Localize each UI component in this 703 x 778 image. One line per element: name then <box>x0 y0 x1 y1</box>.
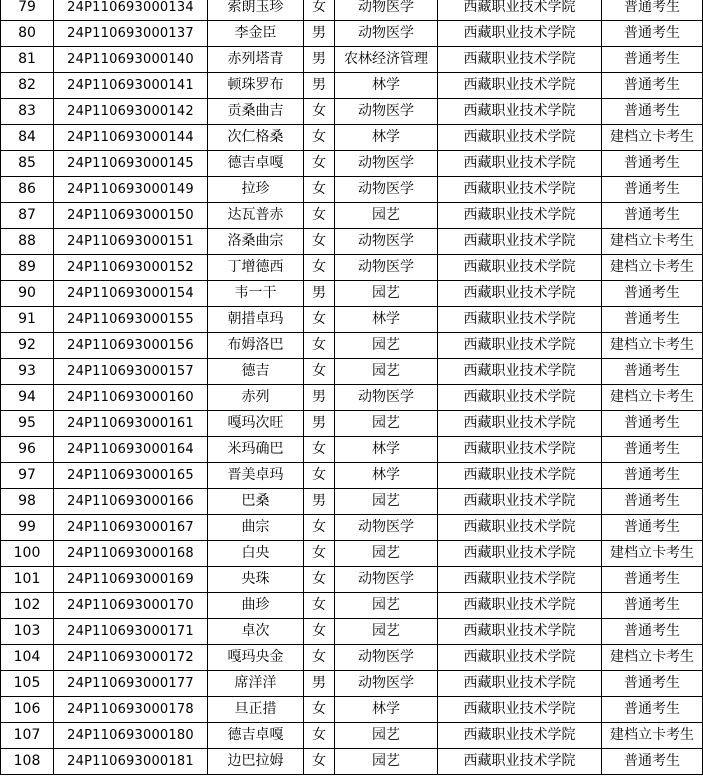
row-number-cell: 106 <box>1 697 54 723</box>
table-row <box>1 671 703 697</box>
school-name-cell: 西藏职业技术学院 <box>438 515 602 541</box>
major-cell: 动物医学 <box>335 255 438 281</box>
row-number-cell: 86 <box>1 177 54 203</box>
row-number-cell: 105 <box>1 671 54 697</box>
candidate-id-cell: 24P110693000137 <box>54 21 208 47</box>
gender-cell: 女 <box>304 749 335 775</box>
gender-cell: 女 <box>304 437 335 463</box>
major-cell: 林学 <box>335 463 438 489</box>
gender-cell: 男 <box>304 489 335 515</box>
gender-cell: 女 <box>304 307 335 333</box>
candidate-type-cell: 普通考生 <box>602 437 703 463</box>
table-row <box>1 281 703 307</box>
table-row <box>1 385 703 411</box>
candidate-id-cell: 24P110693000144 <box>54 125 208 151</box>
candidate-type-cell: 建档立卡考生 <box>602 255 703 281</box>
candidate-id-cell: 24P110693000168 <box>54 541 208 567</box>
school-name-cell: 西藏职业技术学院 <box>438 99 602 125</box>
student-name-cell: 巴桑 <box>208 489 304 515</box>
table-row <box>1 203 703 229</box>
candidate-type-cell: 建档立卡考生 <box>602 333 703 359</box>
row-number-cell: 102 <box>1 593 54 619</box>
candidate-id-cell: 24P110693000164 <box>54 437 208 463</box>
student-name-cell: 嘎玛央金 <box>208 645 304 671</box>
candidate-id-cell: 24P110693000171 <box>54 619 208 645</box>
table-row <box>1 99 703 125</box>
gender-cell: 女 <box>304 125 335 151</box>
row-number-cell: 103 <box>1 619 54 645</box>
gender-cell: 女 <box>304 567 335 593</box>
candidate-type-cell: 普通考生 <box>602 0 703 21</box>
table-row <box>1 411 703 437</box>
table-row <box>1 73 703 99</box>
candidate-type-cell: 普通考生 <box>602 307 703 333</box>
row-number-cell: 98 <box>1 489 54 515</box>
major-cell: 动物医学 <box>335 177 438 203</box>
student-name-cell: 德吉卓嘎 <box>208 151 304 177</box>
student-name-cell: 德吉卓嘎 <box>208 723 304 749</box>
gender-cell: 女 <box>304 0 335 21</box>
major-cell: 林学 <box>335 697 438 723</box>
table-row <box>1 567 703 593</box>
school-name-cell: 西藏职业技术学院 <box>438 541 602 567</box>
gender-cell: 女 <box>304 151 335 177</box>
table-row <box>1 359 703 385</box>
major-cell: 动物医学 <box>335 99 438 125</box>
student-name-cell: 赤列 <box>208 385 304 411</box>
candidate-id-cell: 24P110693000155 <box>54 307 208 333</box>
gender-cell: 男 <box>304 281 335 307</box>
major-cell: 动物医学 <box>335 0 438 21</box>
school-name-cell: 西藏职业技术学院 <box>438 411 602 437</box>
candidate-type-cell: 普通考生 <box>602 697 703 723</box>
candidate-id-cell: 24P110693000161 <box>54 411 208 437</box>
major-cell: 动物医学 <box>335 151 438 177</box>
school-name-cell: 西藏职业技术学院 <box>438 645 602 671</box>
school-name-cell: 西藏职业技术学院 <box>438 749 602 775</box>
gender-cell: 男 <box>304 21 335 47</box>
row-number-cell: 89 <box>1 255 54 281</box>
student-name-cell: 布姆洛巴 <box>208 333 304 359</box>
school-name-cell: 西藏职业技术学院 <box>438 151 602 177</box>
table-row <box>1 229 703 255</box>
school-name-cell: 西藏职业技术学院 <box>438 177 602 203</box>
table-row <box>1 723 703 749</box>
gender-cell: 女 <box>304 723 335 749</box>
student-name-cell: 次仁格桑 <box>208 125 304 151</box>
major-cell: 园艺 <box>335 541 438 567</box>
row-number-cell: 79 <box>1 0 54 21</box>
candidate-id-cell: 24P110693000177 <box>54 671 208 697</box>
candidate-id-cell: 24P110693000160 <box>54 385 208 411</box>
table-row <box>1 697 703 723</box>
table-row <box>1 0 703 21</box>
gender-cell: 女 <box>304 515 335 541</box>
table-row <box>1 125 703 151</box>
table-row <box>1 489 703 515</box>
table-row <box>1 645 703 671</box>
student-name-cell: 白央 <box>208 541 304 567</box>
major-cell: 园艺 <box>335 411 438 437</box>
row-number-cell: 107 <box>1 723 54 749</box>
row-number-cell: 95 <box>1 411 54 437</box>
candidate-id-cell: 24P110693000134 <box>54 0 208 21</box>
candidate-type-cell: 普通考生 <box>602 671 703 697</box>
school-name-cell: 西藏职业技术学院 <box>438 125 602 151</box>
student-name-cell: 卓次 <box>208 619 304 645</box>
table-row <box>1 333 703 359</box>
major-cell: 园艺 <box>335 333 438 359</box>
major-cell: 动物医学 <box>335 385 438 411</box>
candidate-type-cell: 普通考生 <box>602 73 703 99</box>
candidate-type-cell: 普通考生 <box>602 593 703 619</box>
school-name-cell: 西藏职业技术学院 <box>438 567 602 593</box>
school-name-cell: 西藏职业技术学院 <box>438 255 602 281</box>
row-number-cell: 80 <box>1 21 54 47</box>
gender-cell: 女 <box>304 593 335 619</box>
candidate-type-cell: 普通考生 <box>602 515 703 541</box>
candidate-type-cell: 普通考生 <box>602 151 703 177</box>
candidate-type-cell: 建档立卡考生 <box>602 125 703 151</box>
candidate-id-cell: 24P110693000167 <box>54 515 208 541</box>
student-name-cell: 边巴拉姆 <box>208 749 304 775</box>
table-row <box>1 255 703 281</box>
candidate-id-cell: 24P110693000166 <box>54 489 208 515</box>
student-name-cell: 曲珍 <box>208 593 304 619</box>
candidate-type-cell: 普通考生 <box>602 99 703 125</box>
school-name-cell: 西藏职业技术学院 <box>438 229 602 255</box>
row-number-cell: 84 <box>1 125 54 151</box>
row-number-cell: 94 <box>1 385 54 411</box>
school-name-cell: 西藏职业技术学院 <box>438 593 602 619</box>
major-cell: 园艺 <box>335 203 438 229</box>
student-name-cell: 韦一干 <box>208 281 304 307</box>
student-name-cell: 贡桑曲吉 <box>208 99 304 125</box>
row-number-cell: 100 <box>1 541 54 567</box>
candidate-type-cell: 普通考生 <box>602 489 703 515</box>
candidate-id-cell: 24P110693000180 <box>54 723 208 749</box>
table-row <box>1 463 703 489</box>
major-cell: 林学 <box>335 125 438 151</box>
school-name-cell: 西藏职业技术学院 <box>438 281 602 307</box>
school-name-cell: 西藏职业技术学院 <box>438 203 602 229</box>
row-number-cell: 92 <box>1 333 54 359</box>
student-name-cell: 顿珠罗布 <box>208 73 304 99</box>
table-row <box>1 541 703 567</box>
student-name-cell: 洛桑曲宗 <box>208 229 304 255</box>
candidate-type-cell: 建档立卡考生 <box>602 541 703 567</box>
candidate-id-cell: 24P110693000169 <box>54 567 208 593</box>
table-row <box>1 515 703 541</box>
school-name-cell: 西藏职业技术学院 <box>438 489 602 515</box>
row-number-cell: 85 <box>1 151 54 177</box>
major-cell: 农林经济管理 <box>335 47 438 73</box>
table-row <box>1 151 703 177</box>
row-number-cell: 93 <box>1 359 54 385</box>
school-name-cell: 西藏职业技术学院 <box>438 671 602 697</box>
candidate-id-cell: 24P110693000154 <box>54 281 208 307</box>
student-name-cell: 德吉 <box>208 359 304 385</box>
candidate-id-cell: 24P110693000157 <box>54 359 208 385</box>
major-cell: 园艺 <box>335 359 438 385</box>
school-name-cell: 西藏职业技术学院 <box>438 697 602 723</box>
table-row <box>1 47 703 73</box>
gender-cell: 女 <box>304 203 335 229</box>
school-name-cell: 西藏职业技术学院 <box>438 0 602 21</box>
gender-cell: 男 <box>304 671 335 697</box>
gender-cell: 男 <box>304 411 335 437</box>
row-number-cell: 97 <box>1 463 54 489</box>
student-name-cell: 席洋洋 <box>208 671 304 697</box>
gender-cell: 女 <box>304 619 335 645</box>
major-cell: 动物医学 <box>335 645 438 671</box>
gender-cell: 女 <box>304 99 335 125</box>
candidate-id-cell: 24P110693000181 <box>54 749 208 775</box>
gender-cell: 女 <box>304 645 335 671</box>
row-number-cell: 81 <box>1 47 54 73</box>
school-name-cell: 西藏职业技术学院 <box>438 21 602 47</box>
major-cell: 林学 <box>335 73 438 99</box>
major-cell: 园艺 <box>335 723 438 749</box>
school-name-cell: 西藏职业技术学院 <box>438 463 602 489</box>
major-cell: 动物医学 <box>335 671 438 697</box>
candidate-type-cell: 普通考生 <box>602 21 703 47</box>
candidate-type-cell: 普通考生 <box>602 567 703 593</box>
student-name-cell: 索朗玉珍 <box>208 0 304 21</box>
student-name-cell: 米玛确巴 <box>208 437 304 463</box>
student-name-cell: 晋美卓玛 <box>208 463 304 489</box>
candidate-id-cell: 24P110693000172 <box>54 645 208 671</box>
major-cell: 动物医学 <box>335 21 438 47</box>
major-cell: 动物医学 <box>335 567 438 593</box>
school-name-cell: 西藏职业技术学院 <box>438 73 602 99</box>
candidate-type-cell: 普通考生 <box>602 619 703 645</box>
major-cell: 动物医学 <box>335 515 438 541</box>
gender-cell: 女 <box>304 359 335 385</box>
student-name-cell: 丁增德西 <box>208 255 304 281</box>
table-row <box>1 307 703 333</box>
candidate-id-cell: 24P110693000152 <box>54 255 208 281</box>
table-body <box>1 0 703 775</box>
candidate-type-cell: 普通考生 <box>602 203 703 229</box>
student-name-cell: 赤列塔青 <box>208 47 304 73</box>
gender-cell: 女 <box>304 177 335 203</box>
candidate-type-cell: 普通考生 <box>602 411 703 437</box>
row-number-cell: 83 <box>1 99 54 125</box>
school-name-cell: 西藏职业技术学院 <box>438 307 602 333</box>
gender-cell: 女 <box>304 463 335 489</box>
student-name-cell: 央珠 <box>208 567 304 593</box>
row-number-cell: 108 <box>1 749 54 775</box>
gender-cell: 男 <box>304 47 335 73</box>
school-name-cell: 西藏职业技术学院 <box>438 47 602 73</box>
candidate-type-cell: 建档立卡考生 <box>602 645 703 671</box>
row-number-cell: 99 <box>1 515 54 541</box>
student-name-cell: 达瓦普赤 <box>208 203 304 229</box>
row-number-cell: 101 <box>1 567 54 593</box>
school-name-cell: 西藏职业技术学院 <box>438 385 602 411</box>
major-cell: 园艺 <box>335 619 438 645</box>
student-name-cell: 嘎玛次旺 <box>208 411 304 437</box>
candidate-id-cell: 24P110693000170 <box>54 593 208 619</box>
candidate-id-cell: 24P110693000150 <box>54 203 208 229</box>
school-name-cell: 西藏职业技术学院 <box>438 437 602 463</box>
table-row <box>1 437 703 463</box>
student-name-cell: 李金臣 <box>208 21 304 47</box>
candidate-type-cell: 普通考生 <box>602 749 703 775</box>
row-number-cell: 88 <box>1 229 54 255</box>
candidate-id-cell: 24P110693000156 <box>54 333 208 359</box>
major-cell: 园艺 <box>335 281 438 307</box>
candidate-id-cell: 24P110693000140 <box>54 47 208 73</box>
table-row <box>1 749 703 775</box>
gender-cell: 男 <box>304 385 335 411</box>
school-name-cell: 西藏职业技术学院 <box>438 619 602 645</box>
table-row <box>1 593 703 619</box>
student-name-cell: 旦正措 <box>208 697 304 723</box>
candidate-type-cell: 普通考生 <box>602 47 703 73</box>
candidate-id-cell: 24P110693000141 <box>54 73 208 99</box>
school-name-cell: 西藏职业技术学院 <box>438 359 602 385</box>
row-number-cell: 90 <box>1 281 54 307</box>
major-cell: 园艺 <box>335 593 438 619</box>
candidate-type-cell: 建档立卡考生 <box>602 229 703 255</box>
candidate-id-cell: 24P110693000145 <box>54 151 208 177</box>
major-cell: 林学 <box>335 307 438 333</box>
candidate-type-cell: 普通考生 <box>602 359 703 385</box>
school-name-cell: 西藏职业技术学院 <box>438 723 602 749</box>
table-row <box>1 21 703 47</box>
row-number-cell: 91 <box>1 307 54 333</box>
candidate-id-cell: 24P110693000165 <box>54 463 208 489</box>
major-cell: 园艺 <box>335 749 438 775</box>
row-number-cell: 87 <box>1 203 54 229</box>
table-row <box>1 619 703 645</box>
student-name-cell: 拉珍 <box>208 177 304 203</box>
candidate-type-cell: 普通考生 <box>602 281 703 307</box>
row-number-cell: 96 <box>1 437 54 463</box>
row-number-cell: 82 <box>1 73 54 99</box>
gender-cell: 女 <box>304 697 335 723</box>
gender-cell: 女 <box>304 229 335 255</box>
major-cell: 动物医学 <box>335 229 438 255</box>
school-name-cell: 西藏职业技术学院 <box>438 333 602 359</box>
candidate-type-cell: 普通考生 <box>602 177 703 203</box>
major-cell: 园艺 <box>335 489 438 515</box>
candidate-id-cell: 24P110693000178 <box>54 697 208 723</box>
candidate-id-cell: 24P110693000151 <box>54 229 208 255</box>
candidate-id-cell: 24P110693000142 <box>54 99 208 125</box>
gender-cell: 女 <box>304 333 335 359</box>
candidate-id-cell: 24P110693000149 <box>54 177 208 203</box>
table-row <box>1 177 703 203</box>
gender-cell: 女 <box>304 541 335 567</box>
candidate-type-cell: 建档立卡考生 <box>602 723 703 749</box>
gender-cell: 男 <box>304 73 335 99</box>
student-name-cell: 朝措卓玛 <box>208 307 304 333</box>
major-cell: 林学 <box>335 437 438 463</box>
student-name-cell: 曲宗 <box>208 515 304 541</box>
row-number-cell: 104 <box>1 645 54 671</box>
candidate-type-cell: 普通考生 <box>602 463 703 489</box>
gender-cell: 女 <box>304 255 335 281</box>
candidate-type-cell: 建档立卡考生 <box>602 385 703 411</box>
